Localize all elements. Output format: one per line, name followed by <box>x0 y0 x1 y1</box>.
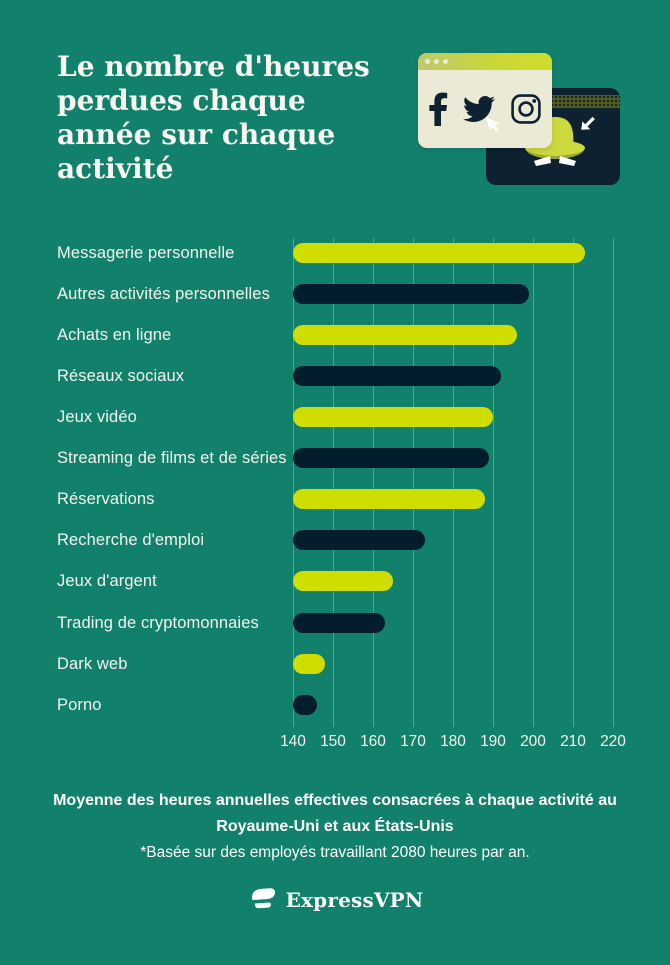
instagram-icon <box>510 93 542 125</box>
bar <box>293 325 517 345</box>
chart-row <box>0 695 670 715</box>
bar-chart <box>0 238 670 758</box>
bar <box>293 571 393 591</box>
axis-tick-label: 180 <box>440 733 466 750</box>
chart-row <box>0 448 670 468</box>
bar <box>293 489 485 509</box>
header-illustration <box>0 0 670 220</box>
category-label: Messagerie personnelle <box>57 244 235 262</box>
window-dot-icon <box>443 59 448 64</box>
expressvpn-wordmark: ExpressVPN <box>285 888 424 912</box>
chart-row <box>0 654 670 674</box>
bar <box>293 695 317 715</box>
category-label: Streaming de films et de séries <box>57 449 287 467</box>
axis-tick-label: 150 <box>320 733 346 750</box>
chart-row <box>0 325 670 345</box>
chart-row <box>0 284 670 304</box>
category-label: Trading de cryptomonnaies <box>57 614 259 632</box>
chart-row <box>0 613 670 633</box>
page-title-line: perdues chaque <box>57 84 306 117</box>
chart-row <box>0 571 670 591</box>
bar <box>293 448 489 468</box>
bar <box>293 613 385 633</box>
bar <box>293 407 493 427</box>
bar <box>293 243 585 263</box>
category-label: Réseaux sociaux <box>57 367 185 385</box>
page-title-line: Le nombre d'heures <box>57 50 370 83</box>
facebook-icon <box>428 92 448 126</box>
cursor-arrow-icon <box>580 114 597 131</box>
social-browser-window <box>418 53 552 148</box>
category-label: Jeux vidéo <box>57 408 137 426</box>
chart-row <box>0 366 670 386</box>
axis-tick-label: 200 <box>520 733 546 750</box>
axis-tick-label: 190 <box>480 733 506 750</box>
axis-tick-label: 140 <box>280 733 306 750</box>
bar <box>293 654 325 674</box>
page-title-line: année sur chaque <box>57 118 336 151</box>
page-title-line: activité <box>57 152 174 185</box>
window-dot-icon <box>425 59 430 64</box>
expressvpn-logo <box>0 882 670 918</box>
chart-footnote: *Basée sur des employés travaillant 2080 heures par an. <box>140 844 530 861</box>
expressvpn-logomark-icon <box>246 885 278 914</box>
chart-row <box>0 407 670 427</box>
axis-tick-label: 160 <box>360 733 386 750</box>
axis-tick-label: 220 <box>600 733 626 750</box>
bar <box>293 284 529 304</box>
bar <box>293 530 425 550</box>
category-label: Jeux d'argent <box>57 572 157 590</box>
window-dot-icon <box>434 59 439 64</box>
social-browser-topbar <box>418 53 552 70</box>
chart-caption: Moyenne des heures annuelles effectives consacrées à chaque activité au Royaume-Uni et aux États-Unis <box>53 792 617 835</box>
chart-row <box>0 489 670 509</box>
category-label: Porno <box>57 696 102 714</box>
category-label: Réservations <box>57 490 155 508</box>
axis-tick-label: 210 <box>560 733 586 750</box>
chart-row <box>0 243 670 263</box>
axis-tick-label: 170 <box>400 733 426 750</box>
chart-row <box>0 530 670 550</box>
category-label: Achats en ligne <box>57 326 172 344</box>
bar <box>293 366 501 386</box>
category-label: Autres activités personnelles <box>57 285 270 303</box>
category-label: Recherche d'emploi <box>57 531 205 549</box>
chart-caption-block <box>35 788 635 866</box>
category-label: Dark web <box>57 655 128 673</box>
